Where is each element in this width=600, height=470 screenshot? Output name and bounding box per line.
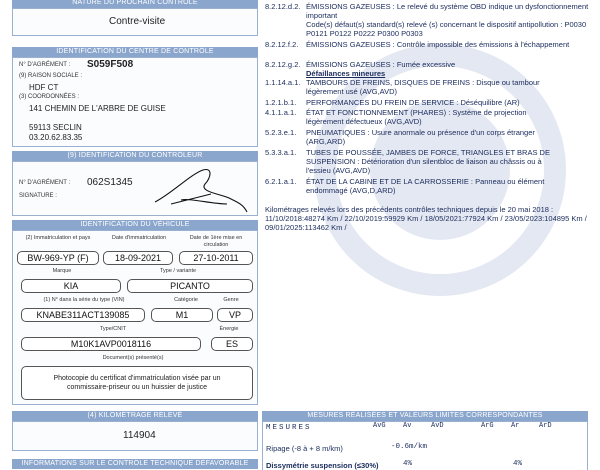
controleur-agrement-value: 062S1345 [87,177,133,188]
energie-label: Énergie [219,326,239,332]
genre-field: VP [217,308,253,322]
immat-field: BW-969-YP (F) [17,251,99,265]
col-av: Av [403,422,412,430]
centre-raison-value: HDF CT [29,83,59,92]
ripage-value: -0.6m/km [391,443,428,451]
categorie-field: M1 [151,308,213,322]
immat-label: (2) Immatriculation et pays [25,235,91,241]
defect-text: Code(s) défaut(s) standard(s) relevé (s) concernant le dispositif antipollution : P0030 P0121 P0122 P0222 P0300 P0303 [306,20,587,38]
centre-raison-label: (9) RAISON SOCIALE : [19,73,83,79]
marque-label: Marque [52,268,72,274]
ripage-label: Ripage (-8 à + 8 m/km) [266,444,343,453]
docs-box [21,366,253,400]
genre-label: Genre [223,297,239,303]
kilometrage-value: 114904 [123,430,156,441]
centre-coord-label: (3) COORDONNÉES : [19,94,80,100]
next-control-header: NATURE DU PROCHAIN CONTRÔLE [12,0,258,8]
vehicule-section [12,230,258,405]
col-avg: AvG [373,422,386,430]
bottom-header: INFORMATIONS SUR LE CONTRÔLE TECHNIQUE DÉFAVORABLE [12,459,258,469]
dissymetrie-ar: 4% [513,460,523,468]
col-ard: ArD [539,422,552,430]
vin-label: (1) N° dans la série du type (VIN) [43,297,125,303]
defect-text: PERFORMANCES DU FREIN DE SERVICE : Déséquilibre (AR) [306,98,520,107]
defect-text: ÉTAT ET FONCTIONNEMENT (PHARES) : Système de projection légèrement défectueux (AVG,AVD) [306,108,527,126]
kilometrage-section [12,421,258,451]
centre-header: IDENTIFICATION DU CENTRE DE CONTRÔLE [12,47,258,57]
col-arg: ArG [481,422,494,430]
date-immat-label: Date d'immatriculation [111,235,167,241]
measures-header: MESURES RÉALISÉES ET VALEURS LIMITES CORRESPONDANTES [262,411,588,421]
km-history: Kilométrages relevés lors des précédents contrôles techniques depuis le 20 mai 2018 : 11/10/2018:48274 Km / 22/10/2019:59929 Km / 18/05/2021:77924 Km / 23/05/2023:104895 Km / 09/01/2025:113462 Km / [265,205,587,232]
vehicule-header: IDENTIFICATION DU VÉHICULE [12,220,258,230]
centre-agrement-label: N° D'AGRÉMENT : [19,62,71,68]
measures-title: MESURES [266,424,312,432]
defect-code: 5.3.3.a.1. [265,148,297,157]
defect-text: ÉMISSIONS GAZEUSES : Le relevé du système OBD indique un dysfonctionnement important [306,2,589,20]
defect-code: 8.2.12.d.2. [265,2,301,11]
defect-text: PNEUMATIQUES : Usure anormale ou présence d'un corps étranger (ARG,ARD) [306,128,535,146]
defect-code: 1.2.1.b.1. [265,98,297,107]
cnit-field: M10K1AVP0018116 [21,337,201,351]
defect-code: 8.2.12.g.2. [265,60,301,69]
defect-text: ÉTAT DE LA CABINE ET DE LA CARROSSERIE : Panneau ou élément endommagé (AVG,D,ARD) [306,177,545,195]
defect-text: ÉMISSIONS GAZEUSES : Fumée excessive [306,60,456,69]
dissymetrie-av: 4% [403,460,413,468]
centre-coord-line1: 141 CHEMIN DE L'ARBRE DE GUISE [29,104,166,113]
defect-text: ÉMISSIONS GAZEUSES : Contrôle impossible des émissions à l'échappement [306,40,570,49]
col-avd: AvD [431,422,444,430]
defect-text: TUBES DE POUSSÉE, JAMBES DE FORCE, TRIANGLES ET BRAS DE SUSPENSION : Détérioration d'un silentbloc de liaison au châssis ou à l'essieu (AVG,AVD) [306,148,550,175]
vin-field: KNABE311ACT139085 [21,308,145,322]
next-control-value: Contre-visite [109,16,166,27]
centre-coord-line3: 03.20.62.83.35 [29,133,83,142]
centre-coord-line2: 59113 SECLIN [29,123,82,132]
docs-label: Document(s) présenté(s) [102,355,164,361]
defect-code: 8.2.12.f.2. [265,40,299,49]
modele-field: PICANTO [127,279,253,293]
centre-agrement-value: S059F508 [87,59,134,70]
col-ar: Ar [511,422,520,430]
defect-code: 6.2.1.a.1. [265,177,297,186]
signature-drawing [151,164,251,214]
signature-label: SIGNATURE : [19,193,57,199]
defect-code: 5.2.3.e.1. [265,128,297,137]
date-immat-field: 18-09-2021 [103,251,173,265]
measures-section [262,421,588,470]
defect-text: TAMBOURS DE FREINS, DISQUES DE FREINS : Disque ou tambour légèrement usé (AVG,AVD) [306,78,540,96]
controleur-section [12,161,258,216]
kilometrage-header: (4) KILOMÉTRAGE RELEVÉ [12,411,258,421]
controleur-agrement-label: N° D'AGRÉMENT : [19,180,71,186]
defect-code: 1.1.14.a.1. [265,78,301,87]
docs-line2: commissaire-priseur ou un huissier de justice [66,384,208,391]
first-date-field: 27-10-2011 [179,251,253,265]
defect-code: 4.1.1.a.1. [265,108,297,117]
first-date-label: Date de 1ère mise en circulation [189,235,243,248]
type-label: Type / variante [159,268,197,274]
energie-field: ES [211,337,253,351]
dissymetrie-label: Dissymétrie suspension (≤30%) [266,461,379,470]
centre-section [12,57,258,147]
controleur-header: (9) IDENTIFICATION DU CONTRÔLEUR [12,151,258,161]
cnit-label: Type/CNIT [99,326,127,332]
next-control-section [12,8,258,36]
docs-line1: Photocopie du certificat d'immatriculation visée par un [53,375,221,382]
marque-field: KIA [21,279,121,293]
categorie-label: Catégorie [174,297,198,303]
minor-defects-heading: Défaillances mineures [306,69,386,78]
